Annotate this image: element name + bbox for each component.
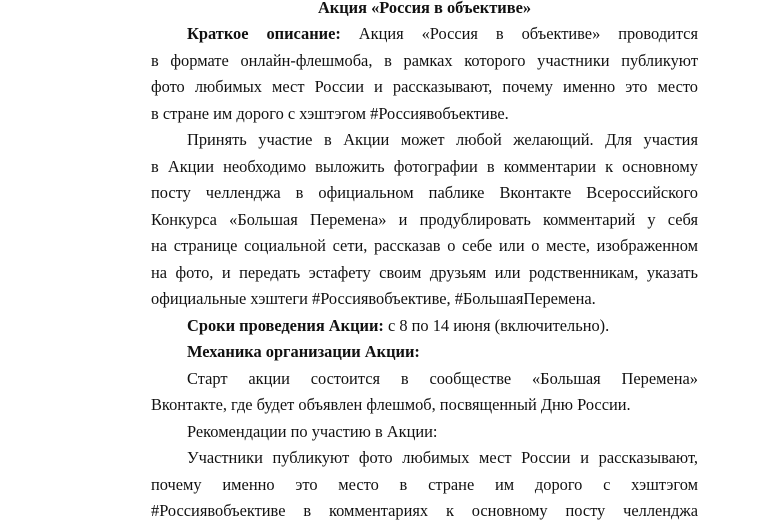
- intro-label: Краткое описание:: [187, 24, 341, 43]
- participation-line-3: посту челленджа в официальном паблике Вконтакте Всероссийского: [151, 183, 698, 202]
- mechanics-heading-text: Механика организации Акции:: [187, 342, 420, 361]
- recommendations-line-1: Участники публикуют фото любимых мест России и рассказывают,: [187, 448, 698, 467]
- recommendations-heading: Рекомендации по участию в Акции:: [187, 421, 438, 441]
- participation-paragraph: [151, 127, 698, 313]
- intro-paragraph: [151, 21, 698, 127]
- mechanics-heading: [151, 339, 698, 366]
- dates-value: с 8 по 14 июня (включительно).: [383, 315, 610, 335]
- recommendations-line-2: почему именно это место в стране им дорого с хэштэгом: [151, 474, 698, 494]
- recommendations-paragraph: [151, 445, 698, 525]
- participation-line-2: в Акции необходимо выложить фотографии в комментарии к основному: [151, 156, 698, 176]
- intro-line-2: в формате онлайн-флешмоба, в рамках которого участники публикуют: [151, 50, 698, 70]
- document-page: [151, 0, 698, 525]
- mechanics-line-2: Вконтакте, где будет объявлен флешмоб, посвященный Дню России.: [151, 395, 631, 414]
- intro-line-4: в стране им дорого с хэштэгом #Россиявобъективе.: [151, 103, 509, 123]
- recommendations-line-3: #Россиявобъективе в комментариях к основному посту челленджа: [151, 501, 698, 520]
- intro-line-1: [151, 21, 698, 48]
- mechanics-line-1: Старт акции состоится в сообществе «Большая Перемена»: [187, 368, 698, 388]
- intro-line-1-text: Акция «Россия в объективе» проводится: [340, 24, 698, 43]
- participation-line-1: Принять участие в Акции может любой желающий. Для участия: [187, 130, 698, 149]
- participation-line-5: на странице социальной сети, рассказав о себе или о месте, изображенном: [151, 236, 698, 255]
- dates-paragraph: [151, 313, 698, 340]
- intro-line-3: фото любимых мест России и рассказывают, почему именно это место: [151, 77, 698, 96]
- document-title: Акция «Россия в объективе»: [317, 0, 532, 17]
- participation-line-7: официальные хэштеги #Россиявобъективе, #БольшаяПеремена.: [151, 289, 596, 308]
- participation-line-6: на фото, и передать эстафету своим друзьям или родственникам, указать: [151, 262, 698, 282]
- dates-label: Сроки проведения Акции:: [187, 315, 384, 335]
- mechanics-start-paragraph: [151, 366, 698, 419]
- participation-line-4: Конкурса «Большая Перемена» и продублировать комментарий у себя: [151, 209, 698, 229]
